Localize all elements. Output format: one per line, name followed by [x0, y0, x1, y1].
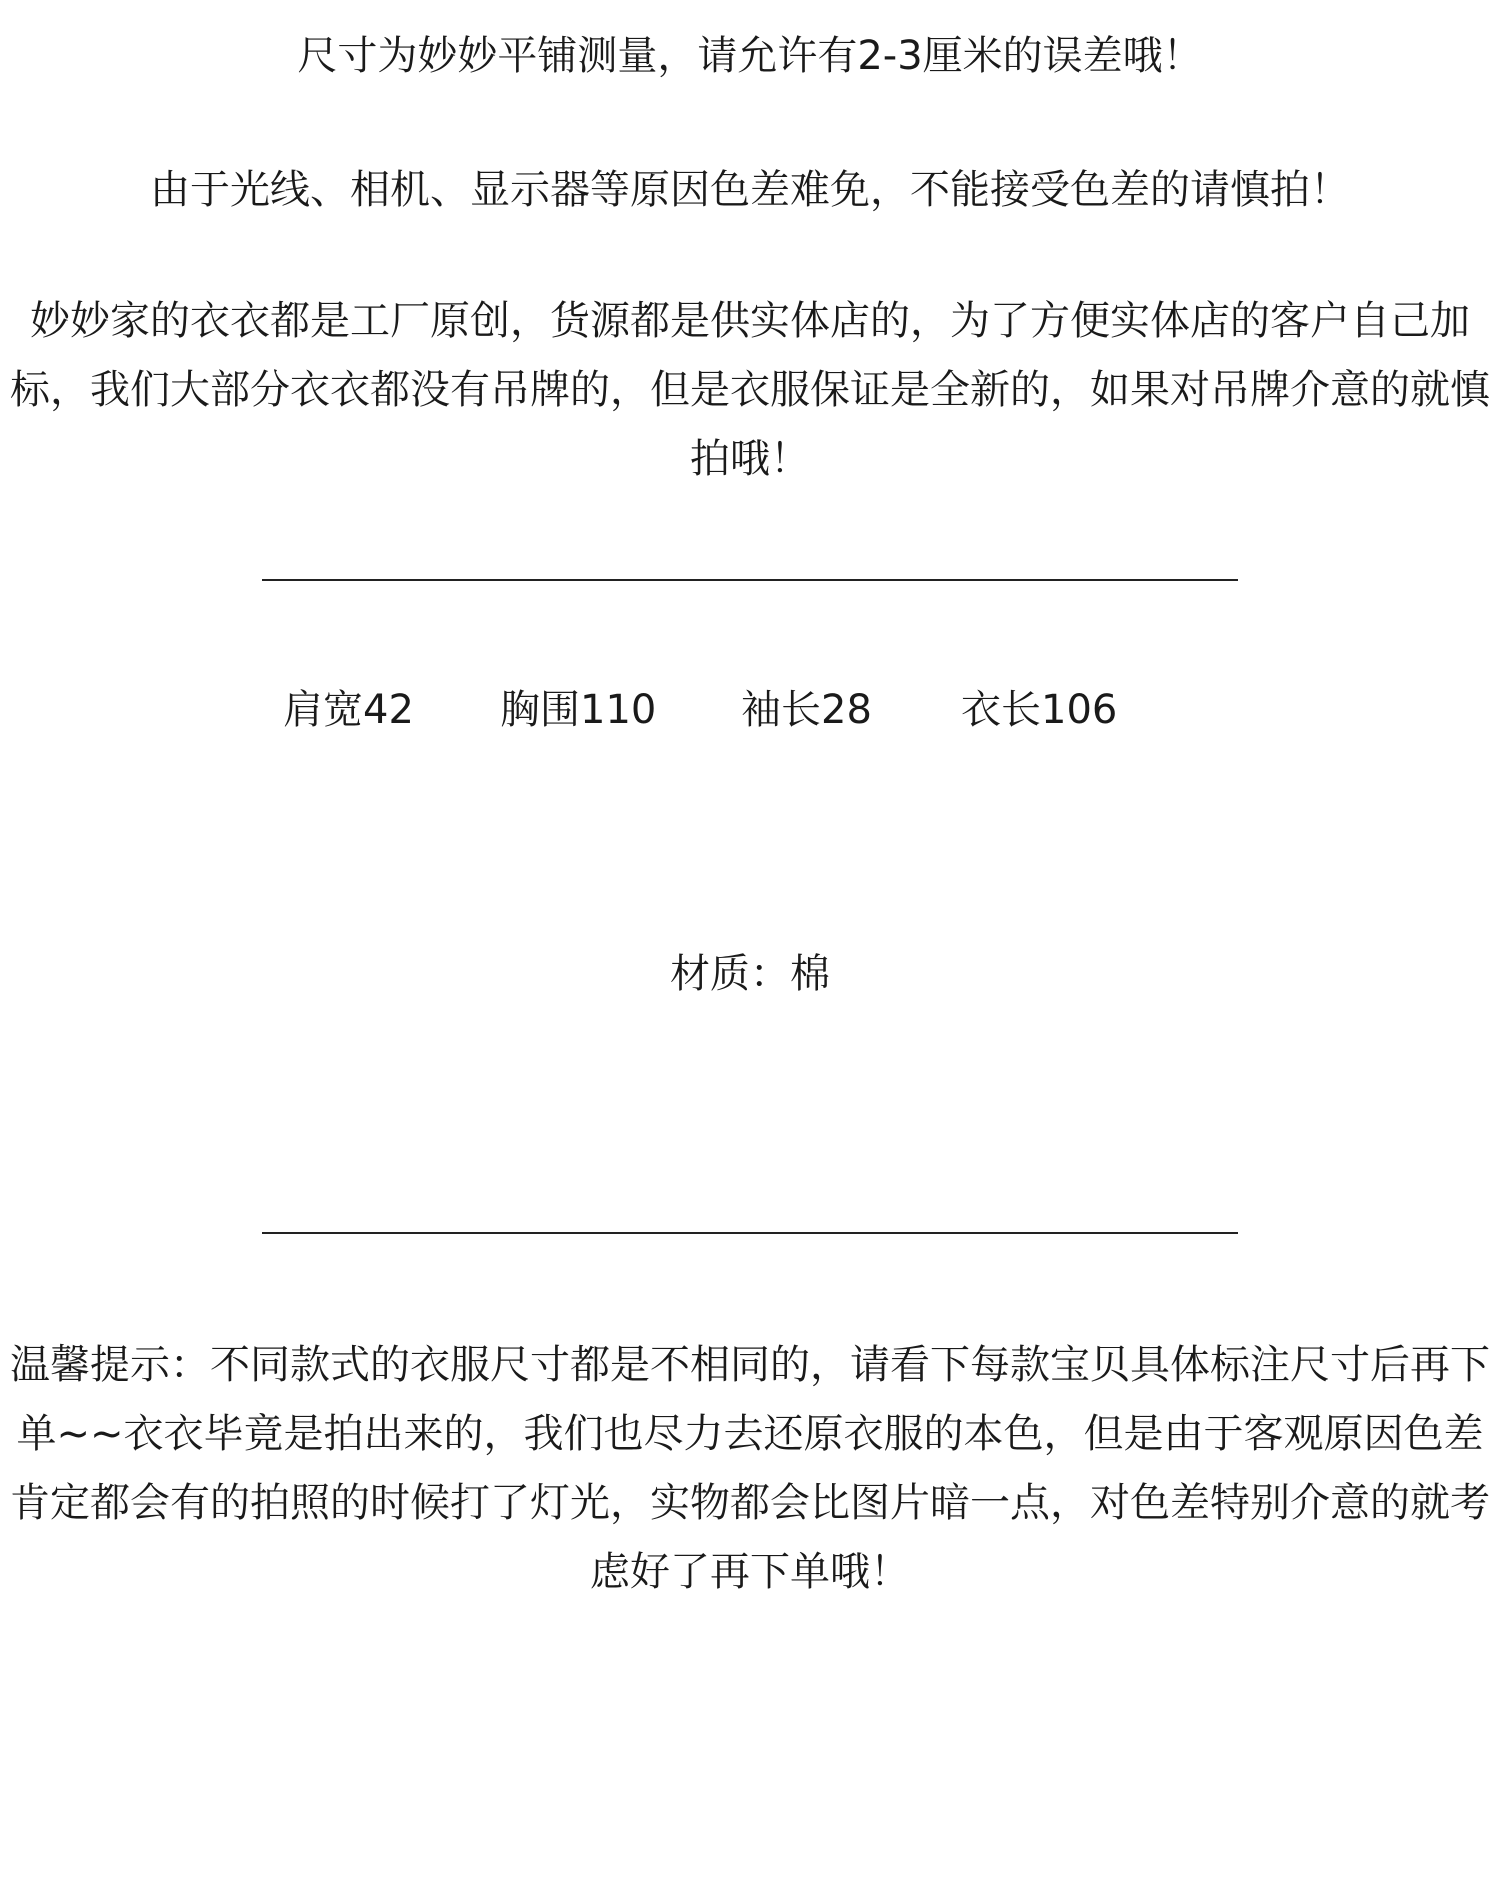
garment-length: 衣长106: [961, 687, 1118, 733]
divider-top: [262, 579, 1238, 581]
shoulder-width: 肩宽42: [283, 687, 414, 733]
color-difference-notice: 由于光线、相机、显示器等原因色差难免，不能接受色差的请慎拍！: [150, 167, 1350, 213]
size-specs: [0, 678, 1500, 742]
measurement-notice: 尺寸为妙妙平铺测量，请允许有2-3厘米的误差哦！: [297, 33, 1203, 79]
chest-size: 胸围110: [500, 687, 657, 733]
divider-bottom: [262, 1232, 1238, 1234]
material-label: 材质：棉: [670, 951, 830, 997]
sleeve-length: 袖长28: [741, 687, 872, 733]
warm-tip: 温馨提示：不同款式的衣服尺寸都是不相同的，请看下每款宝贝具体标注尺寸后再下单~~衣衣毕竟是拍出来的，我们也尽力去还原衣服的本色，但是由于客观原因色差肯定都会有的拍照的时候打了灯光，实物都会比图片暗一点，对色差特别介意的就考虑好了再下单哦！: [10, 1342, 1490, 1595]
tag-notice: 妙妙家的衣衣都是工厂原创，货源都是供实体店的，为了方便实体店的客户自己加标，我们大部分衣衣都没有吊牌的，但是衣服保证是全新的，如果对吊牌介意的就慎拍哦！: [10, 298, 1490, 482]
